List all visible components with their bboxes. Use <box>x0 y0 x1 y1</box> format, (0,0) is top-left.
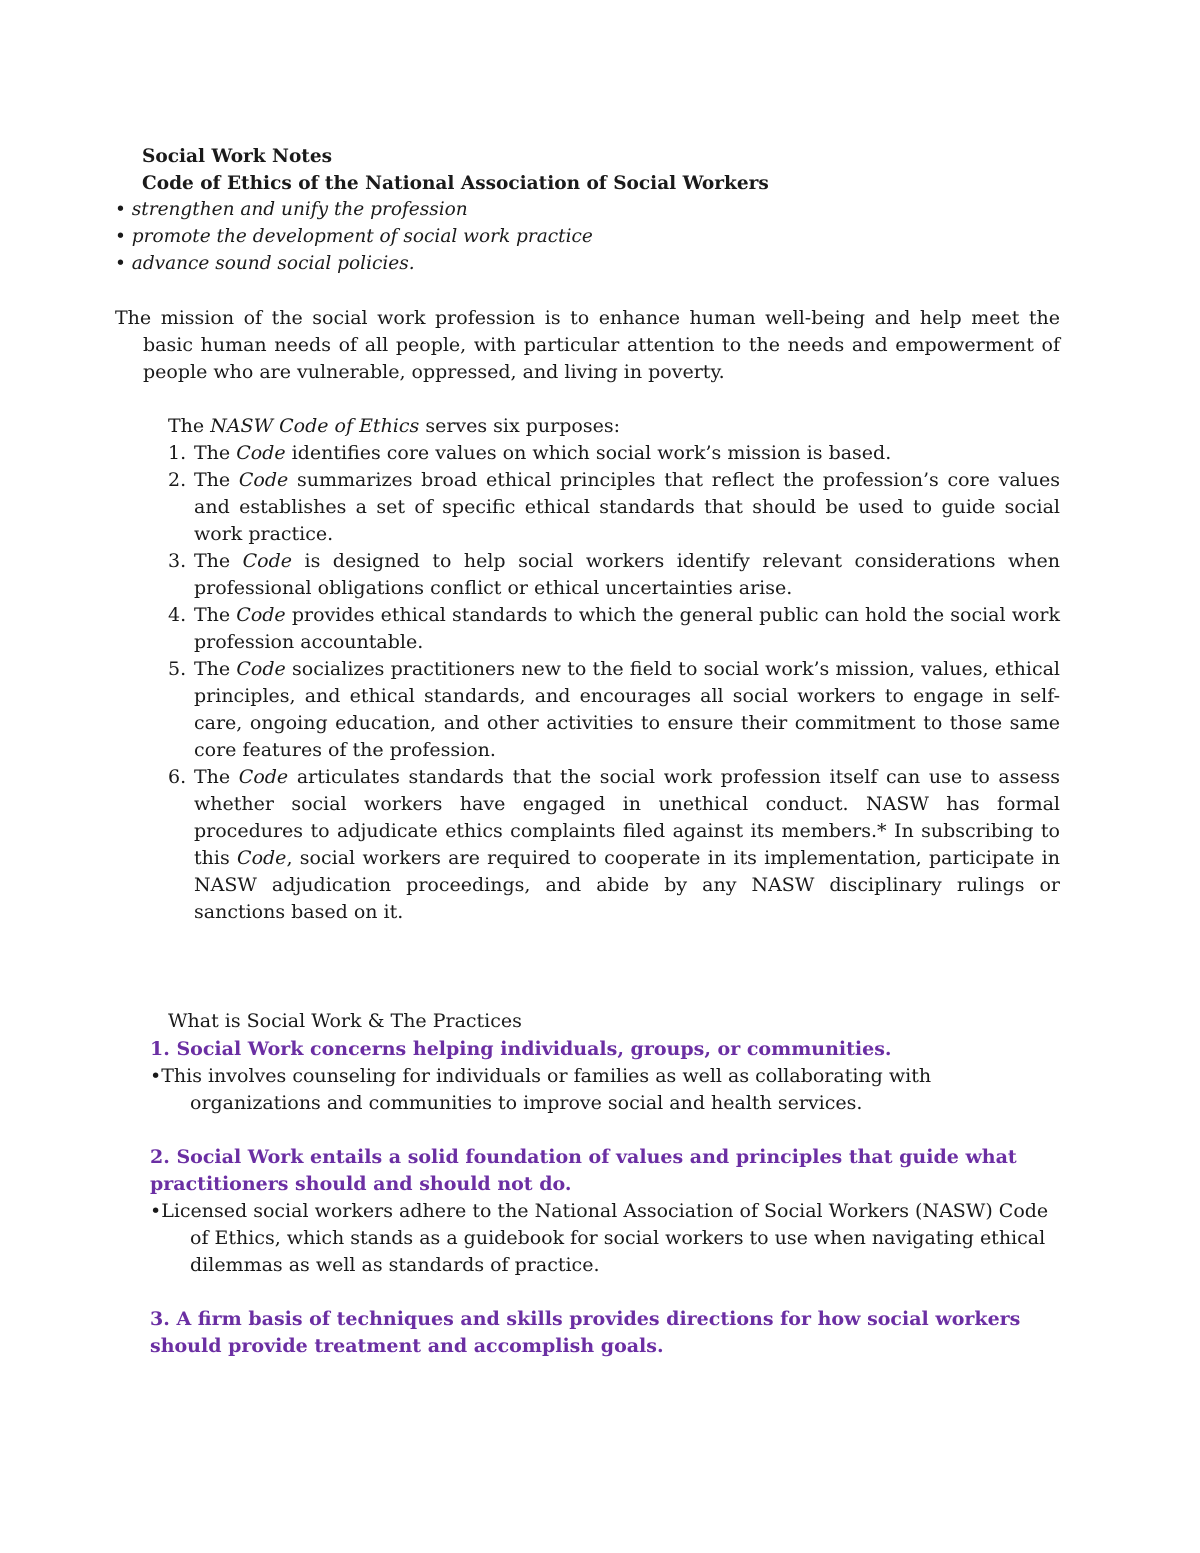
purpose-number: 2. <box>168 469 187 491</box>
purpose-item: 4. The Code provides ethical standards to which the general public can hold the social work profession accountable. <box>168 604 1060 653</box>
practice-detail: •Licensed social workers adhere to the National Association of Social Workers (NASW) Code of Ethics, which stands as a guidebook for social workers to use when navigating ethical dilemmas as well as standards of practice. <box>150 1200 1049 1276</box>
practice-item <box>150 1036 1050 1117</box>
purpose-number: 1. <box>168 442 187 464</box>
practices-section-title: What is Social Work & The Practices <box>168 1010 522 1032</box>
practice-item <box>150 1306 1050 1360</box>
practice-detail: •This involves counseling for individuals or families as well as collaborating with organizations and communities to improve social and health services. <box>150 1065 932 1114</box>
aim-item: • promote the development of social work practice <box>115 226 593 247</box>
purpose-number: 4. <box>168 604 187 626</box>
practice-heading: 1. Social Work concerns helping individuals, groups, or communities. <box>150 1038 892 1060</box>
purpose-number: 3. <box>168 550 187 572</box>
practice-item <box>150 1144 1050 1279</box>
purpose-item: 2. The Code summarizes broad ethical principles that reflect the profession’s core values and establishes a set of specific ethical standards that should be used to guide social work practice. <box>168 469 1060 545</box>
aim-item: • advance sound social policies. <box>115 253 415 274</box>
practice-heading: 3. A firm basis of techniques and skills provides directions for how social workers should provide treatment and accomplish goals. <box>150 1308 1021 1357</box>
purposes-list <box>168 440 1060 926</box>
purposes-intro: The NASW Code of Ethics serves six purposes: <box>168 415 620 437</box>
document-title: Social Work Notes <box>142 146 333 167</box>
purpose-item: 5. The Code socializes practitioners new to the field to social work’s mission, values, ethical principles, and ethical standards, and encourages all social workers to engage in self-care, ongoing education, and other activities to ensure their commitment to those same core features of the profession. <box>168 658 1060 761</box>
document-subtitle: Code of Ethics of the National Association of Social Workers <box>142 173 769 194</box>
title-block <box>142 143 769 197</box>
purpose-number: 6. <box>168 766 187 788</box>
practice-heading: 2. Social Work entails a solid foundation of values and principles that guide what practitioners should and should not do. <box>150 1146 1017 1195</box>
aims-list <box>115 196 593 277</box>
purpose-item: 6. The Code articulates standards that the social work profession itself can use to assess whether social workers have engaged in unethical conduct. NASW has formal procedures to adjudicate ethics complaints filed against its members.* In subscribing to this Code, social workers are required to cooperate in its implementation, participate in NASW adjudication proceedings, and abide by any NASW disciplinary rulings or sanctions based on it. <box>168 766 1060 923</box>
purpose-number: 5. <box>168 658 187 680</box>
purpose-item: 3. The Code is designed to help social workers identify relevant considerations when professional obligations conflict or ethical uncertainties arise. <box>168 550 1060 599</box>
aim-item: • strengthen and unify the profession <box>115 199 468 220</box>
mission-paragraph: The mission of the social work profession is to enhance human well-being and help meet the basic human needs of all people, with particular attention to the needs and empowerment of people who are vulnerable, oppressed, and living in poverty. <box>115 307 1060 383</box>
purpose-item: 1. The Code identifies core values on which social work’s mission is based. <box>168 440 1060 467</box>
